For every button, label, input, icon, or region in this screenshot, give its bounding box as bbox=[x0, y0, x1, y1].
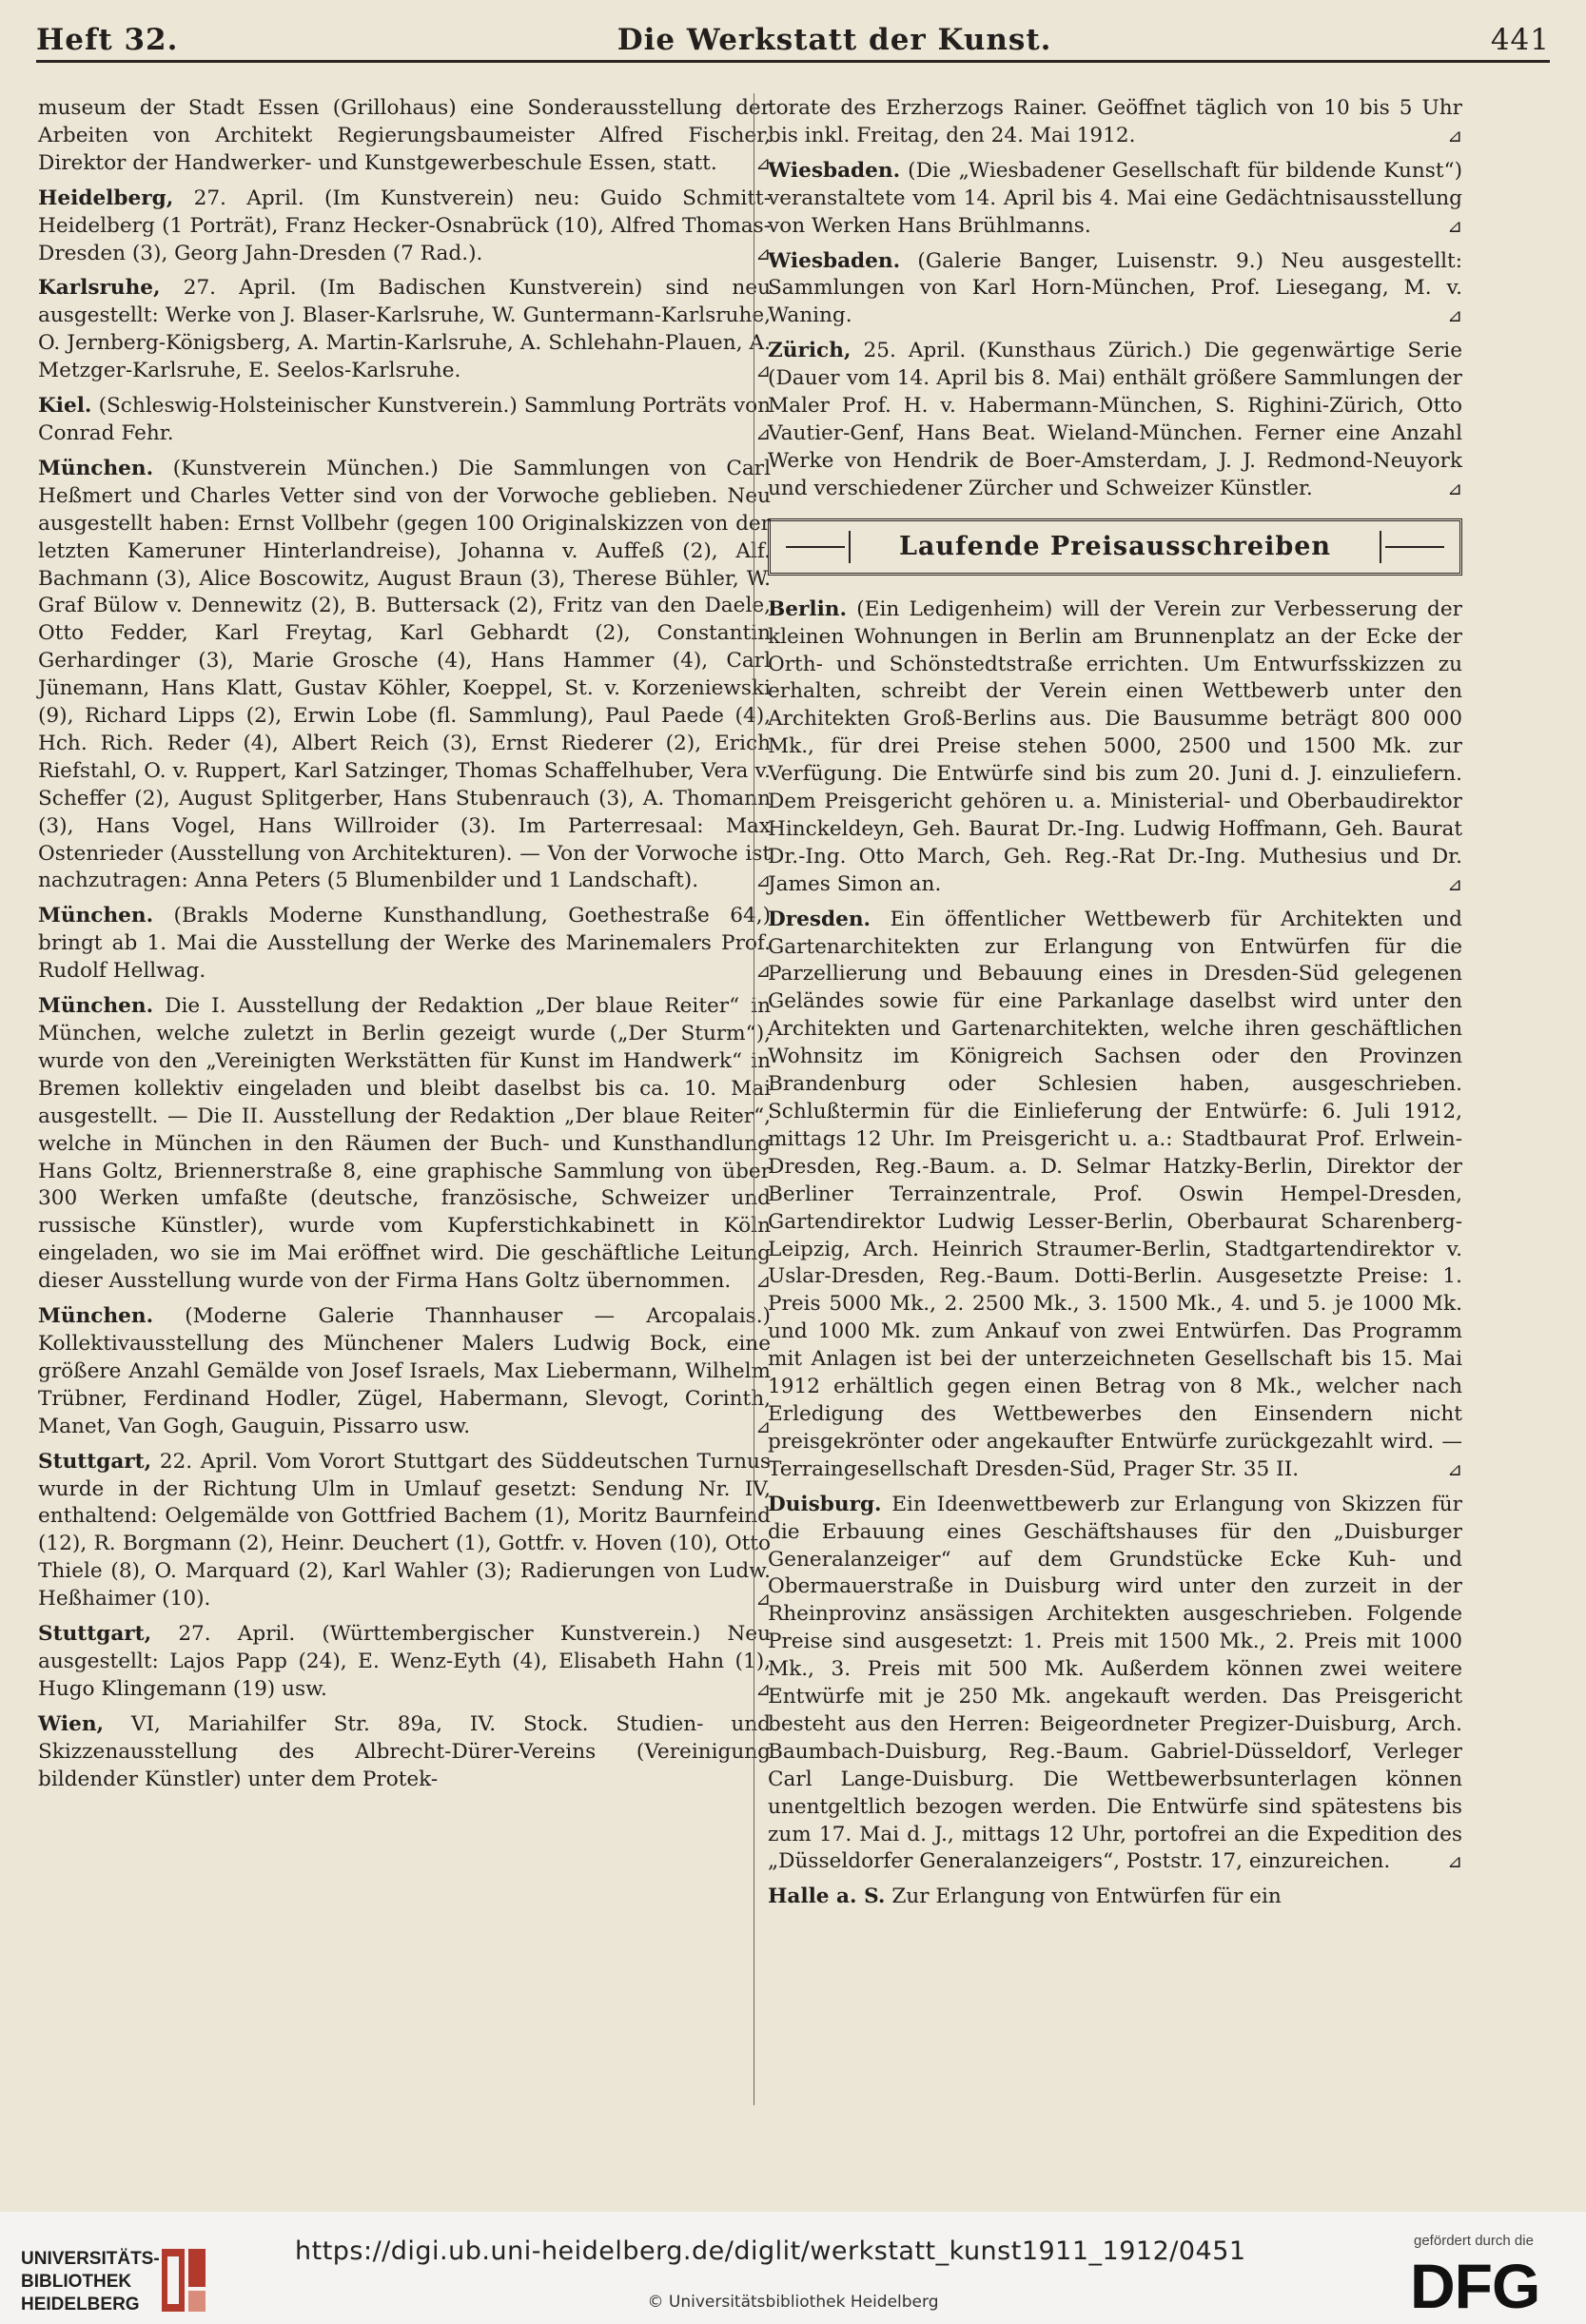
entry-place-heading: München. bbox=[38, 994, 154, 1019]
entry-text: torate des Erzherzogs Rainer. Geöffnet täglich von 10 bis 5 Uhr bis inkl. Freitag, den 24. Mai 1912. bbox=[768, 96, 1462, 147]
news-entry bbox=[38, 275, 771, 385]
library-name-line: HEIDELBERG bbox=[21, 2295, 140, 2314]
entry-place-heading: Stuttgart, bbox=[38, 1449, 152, 1474]
news-entry bbox=[768, 907, 1462, 1484]
dfg-logo: DFG bbox=[1410, 2251, 1540, 2321]
entry-text: (Ein Ledigenheim) will der Verein zur Verbesserung der kleinen Wohnungen in Berlin am Brunnenplatz an der Ecke der Orth- und Schönstedtstraße errichten. Um Entwurfsskizzen zu erhalten, schreibt der Verein einen Wettbewerb unter den Architekten Groß-Berlins aus. Die Bausumme beträgt 800 000 Mk., für drei Preise stehen 5000, 2500 und 1500 Mk. zur Verfügung. Die Entwürfe sind bis zum 20. Juni d. J. einzuliefern. Dem Preisgericht gehören u. a. Ministerial- und Oberbaudirektor Hinckeldeyn, Geh. Baurat Dr.-Ing. Ludwig Hoffmann, Geh. Baurat Dr.-Ing. Otto March, Geh. Reg.-Rat Dr.-Ing. Muthesius und Dr. James Simon an. bbox=[768, 596, 1462, 896]
end-mark-icon: ⊿ bbox=[755, 361, 771, 382]
entry-text: Ein öffentlicher Wettbewerb für Architekten und Gartenarchitekten zur Erlangung von Entwürfen für die Parzellierung und Bebauung eines in Dresden-Süd gelegenen Geländes sowie für eine Parkanlage daselbst wird unter den Architekten und Gartenarchitekten, welche ihren geschäftlichen Wohnsitz im Königreich Sachsen oder den Provinzen Brandenburg oder Schlesien haben, ausgeschrieben. Schlußtermin für die Einlieferung der Entwürfe: 6. Juli 1912, mittags 12 Uhr. Im Preisgericht u. a.: Stadtbaurat Prof. Erlwein-Dresden, Reg.-Baum. a. D. Selmar Hatzky-Berlin, Direktor der Berliner Terrainzentrale, Prof. Oswin Hempel-Dresden, Gartendirektor Ludwig Lesser-Berlin, Oberbaurat Scharenberg-Leipzig, Arch. Heinrich Straumer-Berlin, Stadtgartendirektor v. Uslar-Dresden, Reg.-Baum. Dotti-Berlin. Ausgesetzte Preise: 1. Preis 5000 Mk., 2. 2500 Mk., 3. 1500 Mk., 4. und 5. je 1000 Mk. und 1000 Mk. zum Ankauf von zwei Entwürfen. Das Programm mit Anlagen ist bei der unterzeichneten Gesellschaft bis 15. Mai 1912 erhältlich gegen einen Betrag von 8 Mk., welcher nach Erledigung des Wettbewerbes den Einsendern nicht preisgekrönter oder angekaufter Entwürfe zurückgezahlt wird. — Terraingesellschaft Dresden-Süd, Prager Str. 35 II. bbox=[768, 907, 1462, 1481]
end-mark-icon: ⊿ bbox=[755, 961, 771, 983]
entry-text: (Kunstverein München.) Die Sammlungen von Carl Heßmert und Charles Vetter sind von der Vorwoche geblieben. Neu ausgestellt haben: Ernst Vollbehr (gegen 100 Originalskizzen von der letzten Kameruner Hinterlandreise), Johanna v. Auffeß (2), Alf. Bachmann (3), Alice Boscowitz, August Braun (3), Therese Bühler, W. Graf Bülow v. Dennewitz (2), B. Buttersack (2), Fritz van den Daele, Otto Fedder, Karl Freytag, Karl Gebhardt (2), Constantin Gerhardinger (3), Marie Grosche (4), Hans Hammer (4), Carl Jünemann, Hans Klatt, Gustav Köhler, Koeppel, St. v. Korzeniewski (9), Richard Lipps (2), Erwin Lobe (fl. Sammlung), Paul Paede (4), Hch. Rich. Reder (4), Albert Reich (3), Ernst Riederer (2), Erich Riefstahl, O. v. Ruppert, Karl Satzinger, Thomas Schaffelhuber, Vera v. Scheffer (2), August Splitgerber, Hans Stubenrauch (3), A. Thomann (3), Hans Vogel, Hans Willroider (3). Im Parterresaal: Max Ostenrieder (Ausstellung von Architekturen). — Von der Vorwoche ist nachzutragen: Anna Peters (5 Blumenbilder und 1 Landschaft). bbox=[38, 456, 771, 893]
news-entry bbox=[38, 456, 771, 896]
entry-place-heading: Stuttgart, bbox=[38, 1622, 152, 1647]
page-number: 441 bbox=[1490, 23, 1550, 57]
funding-note: gefördert durch die bbox=[1414, 2233, 1534, 2249]
news-entry bbox=[768, 158, 1462, 241]
news-entry bbox=[768, 596, 1462, 899]
news-entry bbox=[768, 338, 1462, 502]
entry-text: (Galerie Banger, Luisenstr. 9.) Neu ausgestellt: Sammlungen von Karl Horn-München, Prof. Liesegang, M. v. Waning. bbox=[768, 248, 1462, 328]
end-mark-icon: ⊿ bbox=[755, 1416, 771, 1437]
end-mark-icon: ⊿ bbox=[755, 1271, 771, 1293]
entry-place-heading: Duisburg. bbox=[768, 1492, 882, 1516]
entry-text: 27. April. (Württembergischer Kunstverein.) Neu ausgestellt: Lajos Papp (24), E. Wenz-Eyth (4), Elisabeth Hahn (1), Hugo Klingemann (19) usw. bbox=[38, 1622, 771, 1701]
issue-number: Heft 32. bbox=[36, 23, 179, 57]
ornament-tick bbox=[849, 531, 851, 563]
entry-place-heading: Karlsruhe, bbox=[38, 276, 161, 301]
left-column bbox=[38, 95, 771, 1801]
news-entry bbox=[38, 993, 771, 1296]
ornament-line bbox=[1385, 546, 1444, 548]
digitization-footer bbox=[0, 2212, 1586, 2324]
news-entry bbox=[768, 1884, 1462, 1911]
entry-text: Zur Erlangung von Entwürfen für ein bbox=[891, 1885, 1282, 1909]
entry-place-heading: München. bbox=[38, 904, 154, 928]
end-mark-icon: ⊿ bbox=[1447, 305, 1462, 327]
entry-text: VI, Mariahilfer Str. 89a, IV. Stock. Studien- und Skizzenausstellung des Albrecht-Dürer-Vereins (Vereinigung bildender Künstler) unter dem Protek- bbox=[38, 1711, 771, 1791]
copyright-notice: © Universitätsbibliothek Heidelberg bbox=[647, 2293, 939, 2312]
entry-text: museum der Stadt Essen (Grillohaus) eine Sonderausstellung der Arbeiten von Architekt Regierungsbaumeister Alfred Fischer, Direktor der Handwerker- und Kunstgewerbeschule Essen, statt. bbox=[38, 96, 771, 175]
news-entry bbox=[38, 186, 771, 268]
library-name-line: BIBLIOTHEK bbox=[21, 2272, 132, 2292]
entry-text: 22. April. Vom Vorort Stuttgart des Süddeutschen Turnus wurde in der Richtung Ulm in Umlauf gesetzt: Sendung Nr. IV, enthaltend: Oelgemälde von Gottfried Bachem (1), Moritz Baurnfeind (12), R. Borgmann (2), Heinr. Deuchert (1), Gottfr. v. Hoven (10), Otto Thiele (8), O. Marquard (2), Karl Wahler (3); Radierungen von Ludw. Heßhaimer (10). bbox=[38, 1449, 771, 1611]
entry-text: (Moderne Galerie Thannhauser — Arcopalais.) Kollektivausstellung des Münchener Malers Ludwig Bock, eine größere Anzahl Gemälde von Josef Israels, Max Liebermann, Wilhelm Trübner, Ferdinand Hodler, Zügel, Habermann, Slevogt, Corinth, Manet, Van Gogh, Gauguin, Pissarro usw. bbox=[38, 1304, 771, 1438]
end-mark-icon: ⊿ bbox=[1447, 215, 1462, 237]
entry-place-heading: Zürich, bbox=[768, 339, 852, 363]
news-entry bbox=[768, 248, 1462, 331]
library-name-line: UNIVERSITÄTS- bbox=[21, 2249, 160, 2269]
header-rule bbox=[36, 60, 1550, 63]
section-heading-box bbox=[768, 518, 1462, 576]
end-mark-icon: ⊿ bbox=[755, 870, 771, 892]
entry-text: (Die „Wiesbadener Gesellschaft für bildende Kunst“) veranstaltete vom 14. April bis 4. Mai eine Gedächtnisausstellung von Werken Hans Brühlmanns. bbox=[768, 158, 1462, 238]
news-entry bbox=[38, 95, 771, 178]
end-mark-icon: ⊿ bbox=[1447, 125, 1462, 146]
entry-text: 27. April. (Im Badischen Kunstverein) sind neu ausgestellt: Werke von J. Blaser-Karlsruhe, W. Guntermann-Karlsruhe, O. Jernberg-Königsberg, A. Martin-Karlsruhe, A. Schlehahn-Plauen, A. Metzger-Karlsruhe, E. Seelos-Karlsruhe. bbox=[38, 276, 771, 383]
end-mark-icon: ⊿ bbox=[1447, 478, 1462, 499]
entry-place-heading: Halle a. S. bbox=[768, 1885, 886, 1909]
ornament-line bbox=[786, 546, 845, 548]
end-mark-icon: ⊿ bbox=[755, 243, 771, 264]
entry-text: (Schleswig-Holsteinischer Kunstverein.) Sammlung Porträts von Conrad Fehr. bbox=[38, 394, 771, 445]
entry-place-heading: Wiesbaden. bbox=[768, 158, 901, 183]
news-entry bbox=[38, 1711, 771, 1794]
entry-text: Die I. Ausstellung der Redaktion „Der blaue Reiter“ in München, welche zuletzt in Berlin gezeigt wurde („Der Sturm“), wurde von den „Vereinigten Werkstätten für Kunst im Handwerk“ in Bremen kollektiv eingeladen und bleibt daselbst bis ca. 10. Mai ausgestellt. — Die II. Ausstellung der Redaktion „Der blaue Reiter“, welche in München in den Räumen der Buch- und Kunsthandlung Hans Goltz, Briennerstraße 8, eine graphische Sammlung von über 300 Werken umfaßte (deutsche, französische, Schweizer und russische Künstler), wurde vom Kupferstichkabinett in Köln eingeladen, wo sie im Mai eröffnet wird. Die geschäftliche Leitung dieser Ausstellung wurde von der Firma Hans Goltz übernommen. bbox=[38, 994, 771, 1294]
news-entry bbox=[768, 1492, 1462, 1877]
entry-place-heading: München. bbox=[38, 456, 154, 480]
entry-text: Ein Ideenwettbewerb zur Erlangung von Skizzen für die Erbauung eines Geschäftshauses für den „Duisburger Generalanzeiger“ auf dem Grundstücke Ecke Kuh- und Obermauerstraße in Duisburg wird unter den zurzeit in der Rheinprovinz ansässigen Architekten ausgeschrieben. Folgende Preise sind ausgesetzt: 1. Preis mit 1500 Mk., 2. Preis mit 1000 Mk., 3. Preis mit 500 Mk. Außerdem können zwei weitere Entwürfe mit je 250 Mk. angekauft werden. Das Preisgericht besteht aus den Herren: Beigeordneter Pregizer-Duisburg, Arch. Baumbach-Duisburg, Reg.-Baum. Gabriel-Düsseldorf, Verleger Carl Lange-Duisburg. Die Wettbewerbsunterlagen können unentgeltlich bezogen werden. Die Entwürfe sind spätestens bis zum 17. Mai d. J., mittags 12 Uhr, portofrei an die Expedition des „Düsseldorfer Generalanzeigers“, Poststr. 17, einzureichen. bbox=[768, 1492, 1462, 1874]
end-mark-icon: ⊿ bbox=[755, 152, 771, 174]
end-mark-icon: ⊿ bbox=[1447, 1458, 1462, 1480]
news-entry bbox=[38, 1621, 771, 1704]
section-title: Laufende Preisausschreiben bbox=[898, 532, 1332, 562]
end-mark-icon: ⊿ bbox=[755, 1678, 771, 1700]
entry-place-heading: Berlin. bbox=[768, 596, 847, 621]
entry-text: 25. April. (Kunsthaus Zürich.) Die gegenwärtige Serie (Dauer vom 14. April bis 8. Mai) enthält größere Sammlungen der Maler Prof. H. v. Habermann-München, S. Righini-Zürich, Otto Vautier-Genf, Hans Beat. Wieland-München. Ferner eine Anzahl Werke von Hendrik de Boer-Amsterdam, J. J. Redmond-Neuyork und verschiedener Zürcher und Schweizer Künstler. bbox=[768, 339, 1462, 500]
news-entry bbox=[38, 1449, 771, 1613]
end-mark-icon: ⊿ bbox=[755, 422, 771, 444]
end-mark-icon: ⊿ bbox=[1447, 873, 1462, 895]
news-entry bbox=[38, 903, 771, 986]
entry-place-heading: Kiel. bbox=[38, 394, 92, 419]
news-entry bbox=[38, 393, 771, 448]
entry-text: 27. April. (Im Kunstverein) neu: Guido Schmitt-Heidelberg (1 Porträt), Franz Hecker-Osnabrück (10), Alfred Thomas-Dresden (3), Georg Jahn-Dresden (7 Rad.). bbox=[38, 186, 771, 265]
entry-place-heading: Heidelberg, bbox=[38, 186, 174, 210]
end-mark-icon: ⊿ bbox=[755, 1589, 771, 1611]
entry-place-heading: Dresden. bbox=[768, 907, 871, 931]
ornament-tick bbox=[1380, 531, 1381, 563]
entry-place-heading: Wiesbaden. bbox=[768, 248, 901, 273]
source-url-link[interactable]: https://digi.ub.uni-heidelberg.de/diglit/werkstatt_kunst1911_1912/0451 bbox=[295, 2236, 1246, 2266]
entry-text: (Brakls Moderne Kunsthandlung, Goethestraße 64,) bringt ab 1. Mai die Ausstellung der Werke des Marinemalers Prof. Rudolf Hellwag. bbox=[38, 904, 771, 984]
right-column bbox=[768, 95, 1462, 1919]
news-entry bbox=[768, 95, 1462, 150]
news-entry bbox=[38, 1303, 771, 1441]
running-header bbox=[36, 15, 1550, 57]
entry-place-heading: München. bbox=[38, 1304, 154, 1329]
end-mark-icon: ⊿ bbox=[1447, 1851, 1462, 1873]
journal-title: Die Werkstatt der Kunst. bbox=[617, 23, 1052, 57]
entry-place-heading: Wien, bbox=[38, 1711, 105, 1736]
